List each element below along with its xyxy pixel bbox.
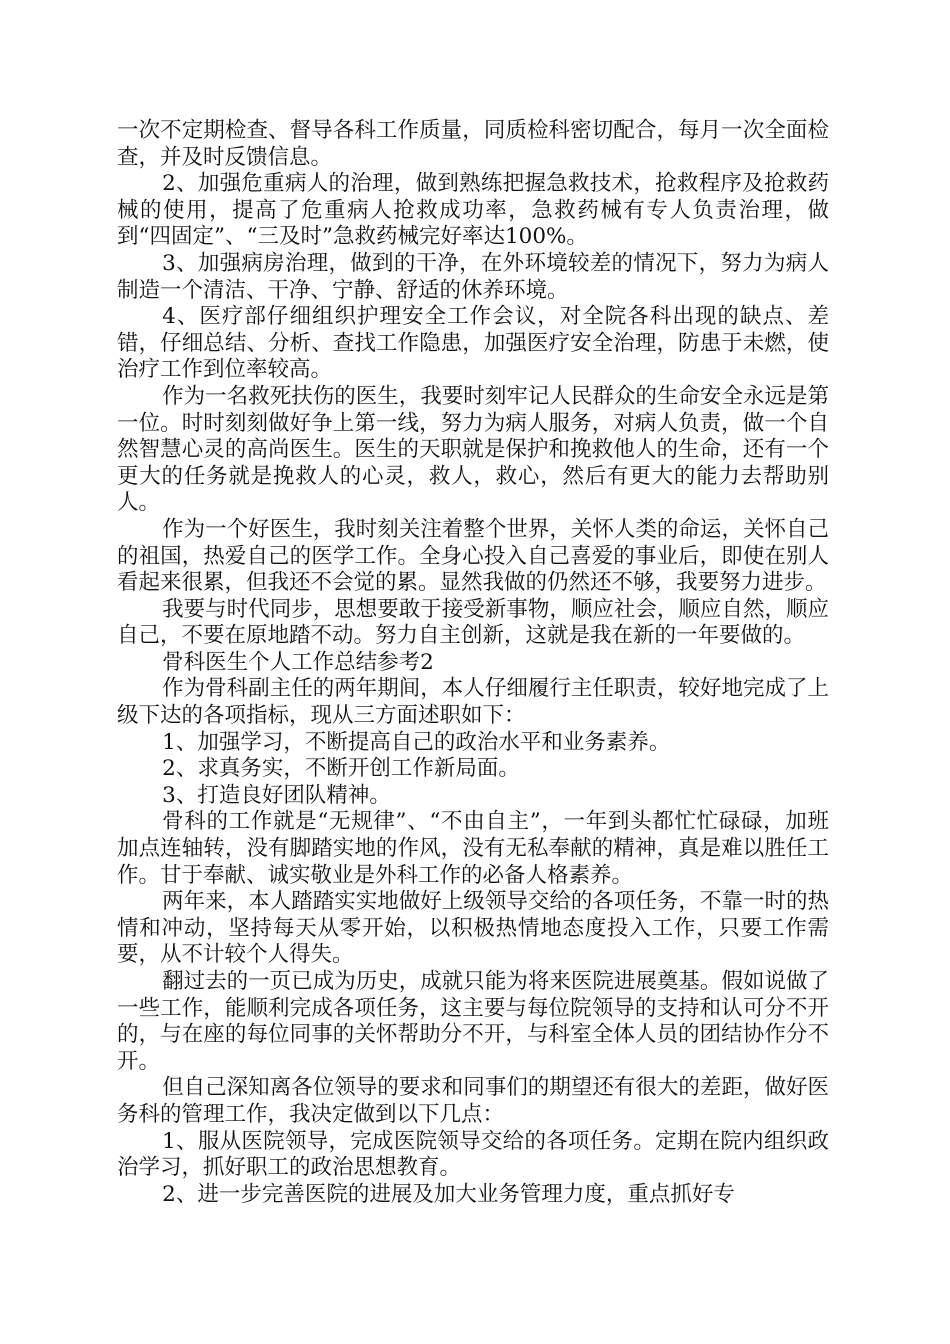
list-item: 2、求真务实，不断开创工作新局面。	[162, 756, 520, 782]
list-item: 3、打造良好团队精神。	[162, 782, 391, 808]
paragraph: 3、加强病房治理，做到的干净，在外环境较差的情况下，努力为病人制造一个清洁、干净、宁静、舒适的休养环境。	[117, 250, 829, 303]
section-title: 骨科医生个人工作总结参考2	[162, 649, 434, 675]
paragraph: 作为一个好医生，我时刻关注着整个世界，关怀人类的命运，关怀自己的祖国，热爱自己的医学工作。全身心投入自己喜爱的事业后，即使在别人看起来很累，但我还不会觉的累。显然我做的仍然还不够，我要努力进步。	[117, 516, 829, 596]
list-item: 2、进一步完善医院的进展及加大业务管理力度，重点抓好专	[162, 1181, 735, 1207]
paragraph: 两年来，本人踏踏实实地做好上级领导交给的各项任务，不靠一时的热情和冲动，坚持每天从零开始，以积极热情地态度投入工作，只要工作需要，从不计较个人得失。	[117, 889, 829, 968]
paragraph: 作为一名救死扶伤的医生，我要时刻牢记人民群众的生命安全永远是第一位。时时刻刻做好争上第一线，努力为病人服务，对病人负责，做一个自然智慧心灵的高尚医生。医生的天职就是保护和挽救他人的生命，还有一个更大的任务就是挽救人的心灵，救人，救心，然后有更大的能力去帮助别人。	[117, 383, 829, 516]
paragraph-continuation: 一次不定期检查、督导各科工作质量，同质检科密切配合，每月一次全面检查，并及时反馈信息。	[117, 118, 829, 170]
paragraph: 我要与时代同步，思想要敢于接受新事物，顺应社会，顺应自然，顺应自己，不要在原地踏不动。努力自主创新，这就是我在新的一年要做的。	[117, 596, 829, 649]
paragraph: 4、医疗部仔细组织护理安全工作会议，对全院各科出现的缺点、差错，仔细总结、分析、查找工作隐患，加强医疗安全治理，防患于未燃，使治疗工作到位率较高。	[117, 304, 829, 383]
paragraph: 2、加强危重病人的治理，做到熟练把握急救技术，抢救程序及抢救药械的使用，提高了危重病人抢救成功率，急救药械有专人负责治理，做到“四固定”、“三及时”急救药械完好率达100%。	[117, 171, 829, 250]
list-item: 1、加强学习，不断提高自己的政治水平和业务素养。	[162, 729, 671, 755]
paragraph: 但自己深知离各位领导的要求和同事们的期望还有很大的差距，做好医务科的管理工作，我决定做到以下几点：	[117, 1075, 829, 1127]
list-item: 1、服从医院领导，完成医院领导交给的各项任务。定期在院内组织政治学习，抓好职工的政治思想教育。	[117, 1128, 829, 1181]
document-body	[117, 118, 829, 1208]
paragraph: 骨科的工作就是“无规律”、“不由自主”，一年到头都忙忙碌碌，加班加点连轴转，没有脚踏实地的作风，没有无私奉献的精神，真是难以胜任工作。甘于奉献、诚实敬业是外科工作的必备人格素养。	[117, 809, 829, 888]
paragraph: 翻过去的一页已成为历史，成就只能为将来医院进展奠基。假如说做了一些工作，能顺利完成各项任务，这主要与每位院领导的支持和认可分不开的，与在座的每位同事的关怀帮助分不开，与科室全体人员的团结协作分不开。	[117, 969, 829, 1074]
paragraph: 作为骨科副主任的两年期间，本人仔细履行主任职责，较好地完成了上级下达的各项指标，现从三方面述职如下：	[117, 676, 829, 729]
